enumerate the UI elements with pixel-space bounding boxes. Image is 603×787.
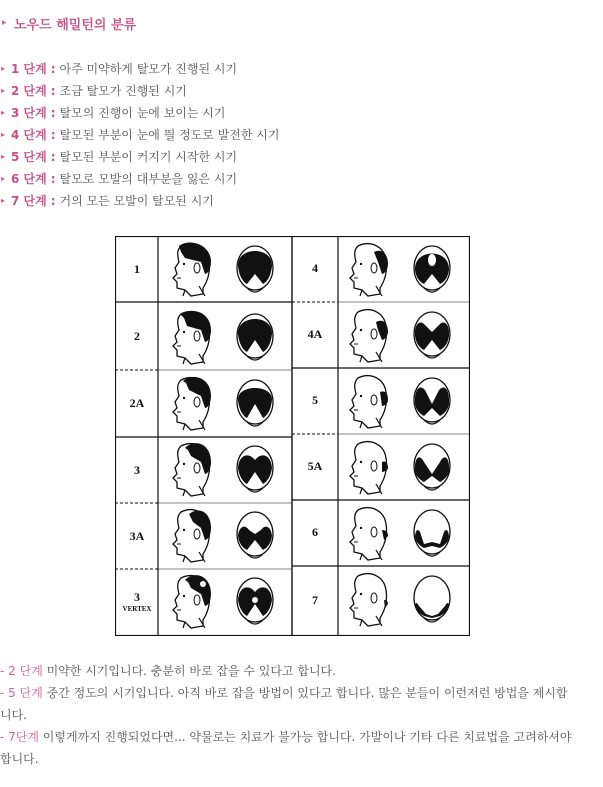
stage-desc: 탈모된 부분이 눈에 띌 정도로 발전한 시기 (59, 128, 280, 142)
stage-label: 5 단계 (11, 150, 47, 164)
note-text: 합니다. (0, 752, 39, 766)
stage-cell-label: 4 (312, 261, 318, 275)
stage-label: 3 단계 (11, 106, 47, 120)
list-item: ▸ 7 단계 : 거의 모든 모발이 탈모된 시기 (0, 190, 279, 212)
stage-cell-label: 7 (312, 593, 318, 607)
list-item: ▸ 1 단계 : 아주 미약하게 탈모가 진행된 시기 (0, 58, 279, 80)
bullet-arrow-icon: ▸ (1, 152, 6, 161)
bullet-arrow-icon: ▸ (1, 108, 6, 117)
list-item: ▸ 3 단계 : 탈모의 진행이 눈에 보이는 시기 (0, 102, 279, 124)
stage-cell-label: 4A (307, 327, 323, 341)
note-text: 이렇게까지 진행되었다면... 약물로는 치료가 불가능 합니다. 가발이나 기타 다른 치료법을 고려하셔야 (38, 730, 572, 744)
stage-cell-label: 1 (134, 262, 140, 276)
bullet-arrow-icon: ▸ (1, 130, 6, 139)
note-text: 중간 정도의 시기입니다. 아직 바로 잡을 방법이 있다고 합니다. 많은 분들이 이런저런 방법을 제시합 (42, 686, 568, 700)
note-line (0, 682, 603, 704)
note-line (0, 748, 603, 770)
note-stage: 2 단계 (8, 664, 43, 678)
note-stage: 7단계 (8, 730, 39, 744)
bullet-arrow-icon: ▸ (1, 196, 6, 205)
stage-cell-label: 3 (134, 463, 140, 477)
note-line (0, 726, 603, 748)
stage-label: 7 단계 (11, 194, 47, 208)
stage-desc: 탈모된 부분이 커지기 시작한 시기 (59, 150, 238, 164)
bullet-arrow-icon: ▸ (1, 64, 6, 73)
stage-desc: 탈모의 진행이 눈에 보이는 시기 (59, 106, 226, 120)
bullet-arrow-icon: ▸ (1, 86, 6, 95)
chart-svg (115, 236, 470, 636)
stage-desc: 조금 탈모가 진행된 시기 (59, 84, 187, 98)
stage-cell-sublabel: VERTEX (122, 605, 152, 613)
note-stage: 5 단계 (8, 686, 43, 700)
note-prefix: - (0, 664, 9, 678)
stage-label: 1 단계 (11, 62, 47, 76)
list-item: ▸ 4 단계 : 탈모된 부분이 눈에 띌 정도로 발전한 시기 (0, 124, 279, 146)
list-item: ▸ 6 단계 : 탈모로 모발의 대부분을 잃은 시기 (0, 168, 279, 190)
stage-label: 6 단계 (11, 172, 47, 186)
stage-desc: 아주 미약하게 탈모가 진행된 시기 (59, 62, 238, 76)
notes-section (0, 660, 603, 770)
note-text: 미약한 시기입니다. 충분히 바로 잡을 수 있다고 합니다. (42, 664, 336, 678)
page-title: 노우드 해밀턴의 분류 (14, 17, 137, 33)
note-line (0, 704, 603, 726)
stage-desc: 거의 모든 모발이 탈모된 시기 (59, 194, 214, 208)
section-title (0, 14, 136, 32)
note-prefix: - (0, 730, 9, 744)
note-text: 니다. (0, 708, 27, 722)
stage-cell-label: 6 (312, 525, 318, 539)
note-prefix: - (0, 686, 9, 700)
list-item: ▸ 2 단계 : 조금 탈모가 진행된 시기 (0, 80, 279, 102)
stage-cell-label: 3 (134, 590, 140, 604)
list-item: ▸ 5 단계 : 탈모된 부분이 커지기 시작한 시기 (0, 146, 279, 168)
stage-label: 4 단계 (11, 128, 47, 142)
stage-desc: 탈모로 모발의 대부분을 잃은 시기 (59, 172, 238, 186)
stage-cell-label: 5A (307, 459, 323, 473)
stage-cell-label: 2 (134, 329, 140, 343)
bullet-arrow-icon: ▸ (2, 18, 7, 28)
bullet-arrow-icon: ▸ (1, 174, 6, 183)
stage-cell-label: 2A (129, 396, 145, 410)
stage-cell-label: 3A (129, 529, 145, 543)
stage-cell-label: 5 (312, 393, 318, 407)
stage-label: 2 단계 (11, 84, 47, 98)
stage-list (0, 58, 279, 212)
norwood-hamilton-chart (115, 236, 470, 636)
note-line (0, 660, 603, 682)
